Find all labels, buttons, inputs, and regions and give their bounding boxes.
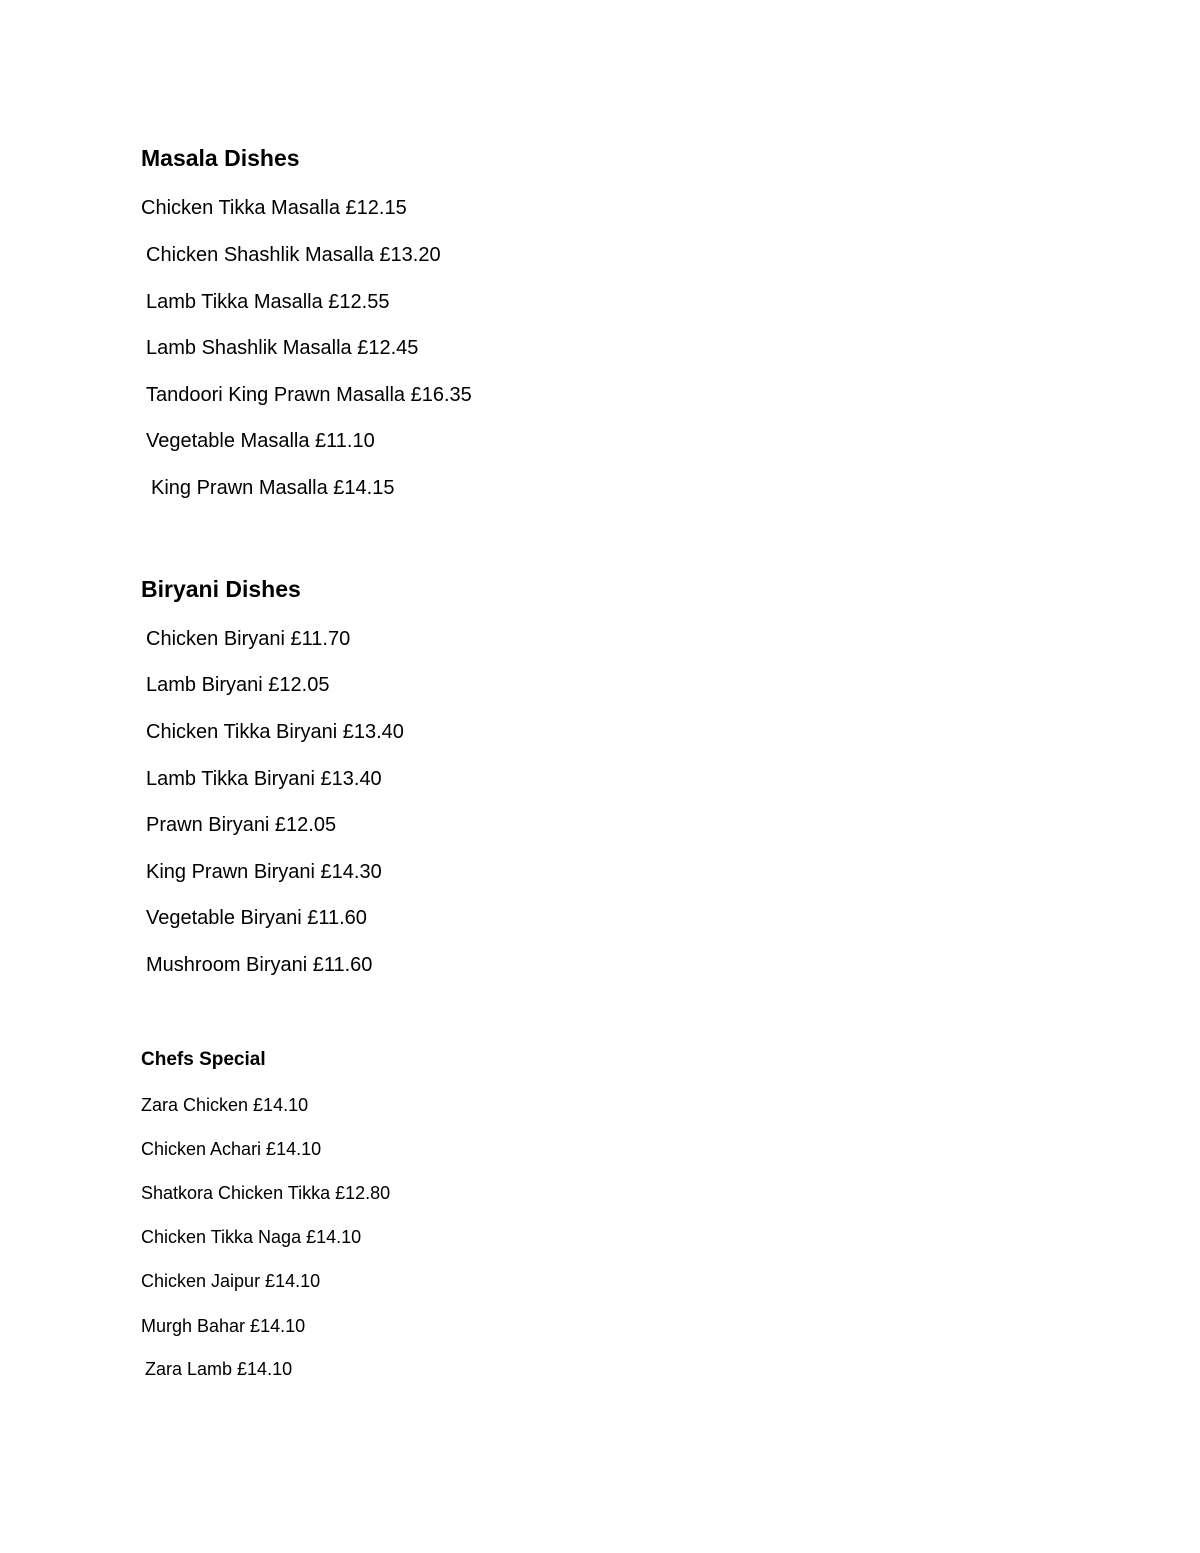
menu-item: Tandoori King Prawn Masalla £16.35 <box>146 384 472 406</box>
section-title-chefs-special: Chefs Special <box>141 1049 266 1070</box>
menu-item: Lamb Shashlik Masalla £12.45 <box>146 337 419 359</box>
menu-item: Chicken Tikka Masalla £12.15 <box>141 197 407 219</box>
menu-item: Lamb Tikka Masalla £12.55 <box>146 291 390 313</box>
menu-item: Lamb Tikka Biryani £13.40 <box>146 768 382 790</box>
menu-item: Zara Chicken £14.10 <box>141 1095 309 1115</box>
menu-item: Chicken Jaipur £14.10 <box>141 1271 321 1291</box>
section-title-biryani: Biryani Dishes <box>141 576 301 602</box>
menu-item: Vegetable Biryani £11.60 <box>146 907 367 929</box>
menu-item: Chicken Achari £14.10 <box>141 1139 322 1159</box>
menu-item: Chicken Biryani £11.70 <box>146 628 351 650</box>
menu-item: Lamb Biryani £12.05 <box>146 674 330 696</box>
menu-item: Vegetable Masalla £11.10 <box>146 430 375 452</box>
menu-item: Chicken Tikka Biryani £13.40 <box>146 721 404 743</box>
menu-item: Chicken Shashlik Masalla £13.20 <box>146 244 441 266</box>
menu-item: Mushroom Biryani £11.60 <box>146 954 373 976</box>
menu-item: Murgh Bahar £14.10 <box>141 1316 306 1336</box>
section-title-masala: Masala Dishes <box>141 145 300 171</box>
menu-item: King Prawn Biryani £14.30 <box>146 861 382 883</box>
menu-item: Prawn Biryani £12.05 <box>146 814 337 836</box>
menu-item: Chicken Tikka Naga £14.10 <box>141 1227 362 1247</box>
menu-item: King Prawn Masalla £14.15 <box>151 477 395 499</box>
menu-item: Zara Lamb £14.10 <box>145 1359 293 1379</box>
menu-item: Shatkora Chicken Tikka £12.80 <box>141 1183 391 1203</box>
